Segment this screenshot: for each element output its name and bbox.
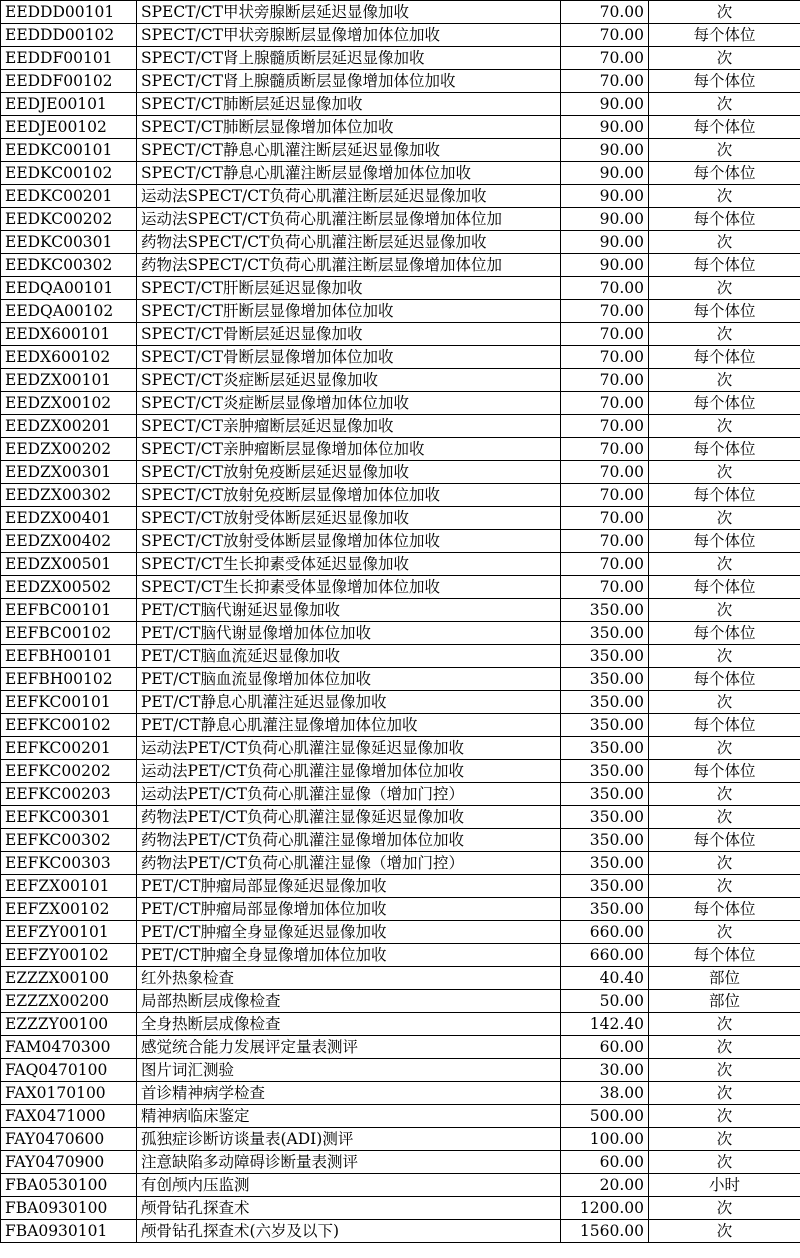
item-price-cell: 350.00 <box>561 898 649 921</box>
item-unit-cell: 次 <box>649 369 800 392</box>
table-row <box>1 921 800 944</box>
item-price-cell: 90.00 <box>561 254 649 277</box>
item-price-cell: 90.00 <box>561 208 649 231</box>
table-row <box>1 760 800 783</box>
item-code-cell: EEDKC00201 <box>1 185 137 208</box>
item-price-cell: 350.00 <box>561 829 649 852</box>
item-code-cell: EEFZX00102 <box>1 898 137 921</box>
item-unit-cell: 次 <box>649 1128 800 1151</box>
item-unit-cell: 每个体位 <box>649 438 800 461</box>
item-price-cell: 30.00 <box>561 1059 649 1082</box>
item-code-cell: FAQ0470100 <box>1 1059 137 1082</box>
item-price-cell: 38.00 <box>561 1082 649 1105</box>
item-name-cell: PET/CT脑血流延迟显像加收 <box>137 645 561 668</box>
table-row <box>1 139 800 162</box>
table-row <box>1 944 800 967</box>
item-code-cell: EEDZX00201 <box>1 415 137 438</box>
item-unit-cell: 次 <box>649 691 800 714</box>
item-unit-cell: 每个体位 <box>649 760 800 783</box>
item-price-cell: 90.00 <box>561 139 649 162</box>
item-unit-cell: 每个体位 <box>649 208 800 231</box>
item-unit-cell: 每个体位 <box>649 668 800 691</box>
item-price-cell: 70.00 <box>561 438 649 461</box>
item-price-cell: 350.00 <box>561 737 649 760</box>
item-code-cell: EEDZX00301 <box>1 461 137 484</box>
item-code-cell: EEDQA00101 <box>1 277 137 300</box>
table-row <box>1 1036 800 1059</box>
item-price-cell: 70.00 <box>561 369 649 392</box>
item-unit-cell: 每个体位 <box>649 392 800 415</box>
table-row <box>1 783 800 806</box>
item-code-cell: EEDDF00101 <box>1 47 137 70</box>
table-row <box>1 967 800 990</box>
item-unit-cell: 每个体位 <box>649 944 800 967</box>
item-unit-cell: 每个体位 <box>649 714 800 737</box>
item-unit-cell: 次 <box>649 645 800 668</box>
item-unit-cell: 次 <box>649 1220 800 1243</box>
item-name-cell: PET/CT脑代谢延迟显像加收 <box>137 599 561 622</box>
item-name-cell: 颅骨钻孔探查术 <box>137 1197 561 1220</box>
item-price-cell: 70.00 <box>561 553 649 576</box>
item-name-cell: 运动法SPECT/CT负荷心肌灌注断层显像增加体位加 <box>137 208 561 231</box>
item-unit-cell: 每个体位 <box>649 162 800 185</box>
table-row <box>1 484 800 507</box>
item-name-cell: SPECT/CT炎症断层延迟显像加收 <box>137 369 561 392</box>
table-row <box>1 346 800 369</box>
item-name-cell: SPECT/CT肺断层显像增加体位加收 <box>137 116 561 139</box>
item-code-cell: FAM0470300 <box>1 1036 137 1059</box>
item-code-cell: EEDKC00301 <box>1 231 137 254</box>
item-price-cell: 350.00 <box>561 645 649 668</box>
item-name-cell: 药物法SPECT/CT负荷心肌灌注断层显像增加体位加 <box>137 254 561 277</box>
item-price-cell: 350.00 <box>561 806 649 829</box>
item-code-cell: EEFBH00101 <box>1 645 137 668</box>
table-row <box>1 576 800 599</box>
item-code-cell: EEDKC00302 <box>1 254 137 277</box>
item-name-cell: 感觉统合能力发展评定量表测评 <box>137 1036 561 1059</box>
table-row <box>1 691 800 714</box>
item-name-cell: SPECT/CT生长抑素受体显像增加体位加收 <box>137 576 561 599</box>
item-price-cell: 350.00 <box>561 599 649 622</box>
item-unit-cell: 次 <box>649 1151 800 1174</box>
item-unit-cell: 次 <box>649 323 800 346</box>
item-code-cell: EZZZY00100 <box>1 1013 137 1036</box>
table-row <box>1 1128 800 1151</box>
item-code-cell: FBA0930100 <box>1 1197 137 1220</box>
item-code-cell: EEFZY00101 <box>1 921 137 944</box>
item-name-cell: SPECT/CT甲状旁腺断层显像增加体位加收 <box>137 24 561 47</box>
item-name-cell: 运动法PET/CT负荷心肌灌注显像增加体位加收 <box>137 760 561 783</box>
item-unit-cell: 次 <box>649 737 800 760</box>
item-unit-cell: 每个体位 <box>649 829 800 852</box>
item-price-cell: 70.00 <box>561 24 649 47</box>
item-unit-cell: 次 <box>649 47 800 70</box>
item-name-cell: 有创颅内压监测 <box>137 1174 561 1197</box>
table-row <box>1 1220 800 1243</box>
item-name-cell: 全身热断层成像检查 <box>137 1013 561 1036</box>
table-row <box>1 806 800 829</box>
item-unit-cell: 每个体位 <box>649 346 800 369</box>
item-code-cell: EEDZX00302 <box>1 484 137 507</box>
table-row <box>1 461 800 484</box>
item-code-cell: EEFKC00102 <box>1 714 137 737</box>
item-unit-cell: 每个体位 <box>649 254 800 277</box>
item-code-cell: EEDKC00102 <box>1 162 137 185</box>
table-row <box>1 231 800 254</box>
item-name-cell: PET/CT肿瘤局部显像增加体位加收 <box>137 898 561 921</box>
item-name-cell: 药物法PET/CT负荷心肌灌注显像（增加门控） <box>137 852 561 875</box>
item-code-cell: EEDQA00102 <box>1 300 137 323</box>
item-price-cell: 90.00 <box>561 231 649 254</box>
item-unit-cell: 次 <box>649 1197 800 1220</box>
table-row <box>1 369 800 392</box>
item-name-cell: 药物法PET/CT负荷心肌灌注显像增加体位加收 <box>137 829 561 852</box>
table-row <box>1 47 800 70</box>
item-code-cell: EEFKC00101 <box>1 691 137 714</box>
item-unit-cell: 次 <box>649 599 800 622</box>
item-name-cell: 红外热象检查 <box>137 967 561 990</box>
item-price-cell: 60.00 <box>561 1151 649 1174</box>
item-code-cell: EEFKC00202 <box>1 760 137 783</box>
item-price-cell: 60.00 <box>561 1036 649 1059</box>
item-unit-cell: 次 <box>649 461 800 484</box>
item-price-cell: 660.00 <box>561 944 649 967</box>
table-row <box>1 1059 800 1082</box>
item-price-cell: 70.00 <box>561 576 649 599</box>
item-code-cell: EEFKC00201 <box>1 737 137 760</box>
item-price-cell: 40.40 <box>561 967 649 990</box>
table-row <box>1 116 800 139</box>
item-name-cell: 孤独症诊断访谈量表(ADI)测评 <box>137 1128 561 1151</box>
table-row <box>1 714 800 737</box>
item-unit-cell: 每个体位 <box>649 622 800 645</box>
item-unit-cell: 每个体位 <box>649 898 800 921</box>
item-name-cell: SPECT/CT放射受体断层延迟显像加收 <box>137 507 561 530</box>
item-code-cell: EEFZX00101 <box>1 875 137 898</box>
item-unit-cell: 部位 <box>649 990 800 1013</box>
item-price-cell: 90.00 <box>561 93 649 116</box>
item-unit-cell: 次 <box>649 185 800 208</box>
item-code-cell: EEDDD00102 <box>1 24 137 47</box>
table-row <box>1 392 800 415</box>
item-unit-cell: 次 <box>649 553 800 576</box>
item-code-cell: EEDZX00402 <box>1 530 137 553</box>
item-name-cell: SPECT/CT骨断层显像增加体位加收 <box>137 346 561 369</box>
item-unit-cell: 次 <box>649 93 800 116</box>
table-row <box>1 898 800 921</box>
item-unit-cell: 每个体位 <box>649 530 800 553</box>
item-name-cell: 图片词汇测验 <box>137 1059 561 1082</box>
item-price-cell: 1560.00 <box>561 1220 649 1243</box>
item-code-cell: EEDZX00401 <box>1 507 137 530</box>
item-name-cell: PET/CT静息心肌灌注显像增加体位加收 <box>137 714 561 737</box>
item-code-cell: EEFKC00301 <box>1 806 137 829</box>
item-price-cell: 500.00 <box>561 1105 649 1128</box>
table-row <box>1 990 800 1013</box>
item-price-cell: 70.00 <box>561 323 649 346</box>
item-name-cell: SPECT/CT骨断层延迟显像加收 <box>137 323 561 346</box>
item-unit-cell: 次 <box>649 1082 800 1105</box>
item-code-cell: FAX0471000 <box>1 1105 137 1128</box>
item-unit-cell: 次 <box>649 783 800 806</box>
item-name-cell: 颅骨钻孔探查术(六岁及以下) <box>137 1220 561 1243</box>
table-row <box>1 438 800 461</box>
item-name-cell: PET/CT肿瘤局部显像延迟显像加收 <box>137 875 561 898</box>
table-row <box>1 208 800 231</box>
item-price-cell: 70.00 <box>561 530 649 553</box>
table-row <box>1 737 800 760</box>
item-unit-cell: 每个体位 <box>649 300 800 323</box>
item-name-cell: 运动法PET/CT负荷心肌灌注显像（增加门控） <box>137 783 561 806</box>
item-unit-cell: 部位 <box>649 967 800 990</box>
item-unit-cell: 次 <box>649 921 800 944</box>
item-unit-cell: 次 <box>649 852 800 875</box>
item-price-cell: 90.00 <box>561 116 649 139</box>
table-row <box>1 93 800 116</box>
item-name-cell: SPECT/CT肝断层延迟显像加收 <box>137 277 561 300</box>
item-price-cell: 350.00 <box>561 875 649 898</box>
item-name-cell: SPECT/CT肝断层显像增加体位加收 <box>137 300 561 323</box>
table-row <box>1 254 800 277</box>
item-price-cell: 70.00 <box>561 277 649 300</box>
item-unit-cell: 次 <box>649 1036 800 1059</box>
item-price-cell: 70.00 <box>561 70 649 93</box>
item-name-cell: SPECT/CT肾上腺髓质断层显像增加体位加收 <box>137 70 561 93</box>
item-code-cell: EEFKC00203 <box>1 783 137 806</box>
item-price-cell: 70.00 <box>561 461 649 484</box>
item-name-cell: 运动法PET/CT负荷心肌灌注显像延迟显像加收 <box>137 737 561 760</box>
table-row <box>1 323 800 346</box>
item-price-cell: 90.00 <box>561 162 649 185</box>
item-code-cell: EEDKC00101 <box>1 139 137 162</box>
table-row <box>1 645 800 668</box>
item-code-cell: EEFZY00102 <box>1 944 137 967</box>
item-code-cell: EEFBC00101 <box>1 599 137 622</box>
item-name-cell: 首诊精神病学检查 <box>137 1082 561 1105</box>
item-code-cell: EEDJE00101 <box>1 93 137 116</box>
item-code-cell: EZZZX00200 <box>1 990 137 1013</box>
item-name-cell: 药物法SPECT/CT负荷心肌灌注断层延迟显像加收 <box>137 231 561 254</box>
item-unit-cell: 小时 <box>649 1174 800 1197</box>
item-price-cell: 70.00 <box>561 392 649 415</box>
item-code-cell: EEDJE00102 <box>1 116 137 139</box>
item-price-cell: 50.00 <box>561 990 649 1013</box>
table-row <box>1 553 800 576</box>
item-name-cell: SPECT/CT亲肿瘤断层显像增加体位加收 <box>137 438 561 461</box>
table-row <box>1 599 800 622</box>
item-name-cell: SPECT/CT放射受体断层显像增加体位加收 <box>137 530 561 553</box>
item-unit-cell: 次 <box>649 507 800 530</box>
item-code-cell: EEDZX00502 <box>1 576 137 599</box>
item-price-cell: 350.00 <box>561 714 649 737</box>
table-row <box>1 1105 800 1128</box>
item-price-cell: 70.00 <box>561 415 649 438</box>
item-price-cell: 350.00 <box>561 622 649 645</box>
item-unit-cell: 每个体位 <box>649 576 800 599</box>
item-price-cell: 350.00 <box>561 852 649 875</box>
item-code-cell: EEFKC00303 <box>1 852 137 875</box>
item-unit-cell: 次 <box>649 415 800 438</box>
item-code-cell: EEFKC00302 <box>1 829 137 852</box>
item-code-cell: EZZZX00100 <box>1 967 137 990</box>
item-price-cell: 70.00 <box>561 300 649 323</box>
item-name-cell: SPECT/CT生长抑素受体延迟显像加收 <box>137 553 561 576</box>
item-unit-cell: 次 <box>649 1105 800 1128</box>
table-row <box>1 24 800 47</box>
item-unit-cell: 次 <box>649 875 800 898</box>
table-row <box>1 185 800 208</box>
item-code-cell: EEDDF00102 <box>1 70 137 93</box>
item-name-cell: 精神病临床鉴定 <box>137 1105 561 1128</box>
table-row <box>1 300 800 323</box>
table-row <box>1 668 800 691</box>
item-price-cell: 350.00 <box>561 783 649 806</box>
fee-table-body <box>1 1 800 1243</box>
item-price-cell: 70.00 <box>561 1 649 24</box>
item-code-cell: FBA0930101 <box>1 1220 137 1243</box>
item-unit-cell: 次 <box>649 277 800 300</box>
item-name-cell: PET/CT肿瘤全身显像延迟显像加收 <box>137 921 561 944</box>
table-row <box>1 1151 800 1174</box>
item-name-cell: SPECT/CT甲状旁腺断层延迟显像加收 <box>137 1 561 24</box>
item-unit-cell: 次 <box>649 806 800 829</box>
item-unit-cell: 次 <box>649 1 800 24</box>
table-row <box>1 277 800 300</box>
item-name-cell: SPECT/CT静息心肌灌注断层显像增加体位加收 <box>137 162 561 185</box>
item-code-cell: EEDZX00101 <box>1 369 137 392</box>
item-price-cell: 70.00 <box>561 346 649 369</box>
item-unit-cell: 次 <box>649 231 800 254</box>
table-row <box>1 829 800 852</box>
table-row <box>1 1 800 24</box>
item-name-cell: SPECT/CT静息心肌灌注断层延迟显像加收 <box>137 139 561 162</box>
item-price-cell: 90.00 <box>561 185 649 208</box>
item-price-cell: 20.00 <box>561 1174 649 1197</box>
item-price-cell: 70.00 <box>561 47 649 70</box>
item-price-cell: 100.00 <box>561 1128 649 1151</box>
item-code-cell: EEDZX00202 <box>1 438 137 461</box>
table-row <box>1 1082 800 1105</box>
item-name-cell: SPECT/CT炎症断层显像增加体位加收 <box>137 392 561 415</box>
item-code-cell: EEDDD00101 <box>1 1 137 24</box>
item-price-cell: 660.00 <box>561 921 649 944</box>
item-code-cell: EEDX600102 <box>1 346 137 369</box>
table-row <box>1 162 800 185</box>
item-unit-cell: 次 <box>649 139 800 162</box>
item-code-cell: EEDKC00202 <box>1 208 137 231</box>
table-row <box>1 622 800 645</box>
item-price-cell: 1200.00 <box>561 1197 649 1220</box>
item-name-cell: 药物法PET/CT负荷心肌灌注显像延迟显像加收 <box>137 806 561 829</box>
table-row <box>1 1013 800 1036</box>
item-name-cell: PET/CT脑血流显像增加体位加收 <box>137 668 561 691</box>
item-name-cell: SPECT/CT亲肿瘤断层延迟显像加收 <box>137 415 561 438</box>
item-code-cell: EEFBC00102 <box>1 622 137 645</box>
table-row <box>1 1197 800 1220</box>
item-unit-cell: 每个体位 <box>649 116 800 139</box>
item-name-cell: 注意缺陷多动障碍诊断量表测评 <box>137 1151 561 1174</box>
item-name-cell: PET/CT脑代谢显像增加体位加收 <box>137 622 561 645</box>
item-name-cell: 局部热断层成像检查 <box>137 990 561 1013</box>
item-unit-cell: 每个体位 <box>649 70 800 93</box>
item-name-cell: SPECT/CT放射免疫断层显像增加体位加收 <box>137 484 561 507</box>
item-code-cell: FBA0530100 <box>1 1174 137 1197</box>
item-price-cell: 70.00 <box>561 484 649 507</box>
item-price-cell: 142.40 <box>561 1013 649 1036</box>
table-row <box>1 852 800 875</box>
table-row <box>1 875 800 898</box>
item-price-cell: 70.00 <box>561 507 649 530</box>
table-row <box>1 507 800 530</box>
item-code-cell: EEDZX00102 <box>1 392 137 415</box>
item-unit-cell: 每个体位 <box>649 24 800 47</box>
item-price-cell: 350.00 <box>561 691 649 714</box>
item-code-cell: EEDZX00501 <box>1 553 137 576</box>
table-row <box>1 530 800 553</box>
item-price-cell: 350.00 <box>561 760 649 783</box>
table-row <box>1 1174 800 1197</box>
item-name-cell: SPECT/CT肺断层延迟显像加收 <box>137 93 561 116</box>
item-name-cell: 运动法SPECT/CT负荷心肌灌注断层延迟显像加收 <box>137 185 561 208</box>
item-code-cell: EEDX600101 <box>1 323 137 346</box>
table-row <box>1 70 800 93</box>
item-price-cell: 350.00 <box>561 668 649 691</box>
item-code-cell: FAX0170100 <box>1 1082 137 1105</box>
item-unit-cell: 次 <box>649 1013 800 1036</box>
item-code-cell: FAY0470600 <box>1 1128 137 1151</box>
item-unit-cell: 每个体位 <box>649 484 800 507</box>
item-name-cell: PET/CT静息心肌灌注延迟显像加收 <box>137 691 561 714</box>
item-name-cell: SPECT/CT肾上腺髓质断层延迟显像加收 <box>137 47 561 70</box>
item-name-cell: SPECT/CT放射免疫断层延迟显像加收 <box>137 461 561 484</box>
item-name-cell: PET/CT肿瘤全身显像增加体位加收 <box>137 944 561 967</box>
table-row <box>1 415 800 438</box>
item-code-cell: FAY0470900 <box>1 1151 137 1174</box>
item-code-cell: EEFBH00102 <box>1 668 137 691</box>
item-unit-cell: 次 <box>649 1059 800 1082</box>
